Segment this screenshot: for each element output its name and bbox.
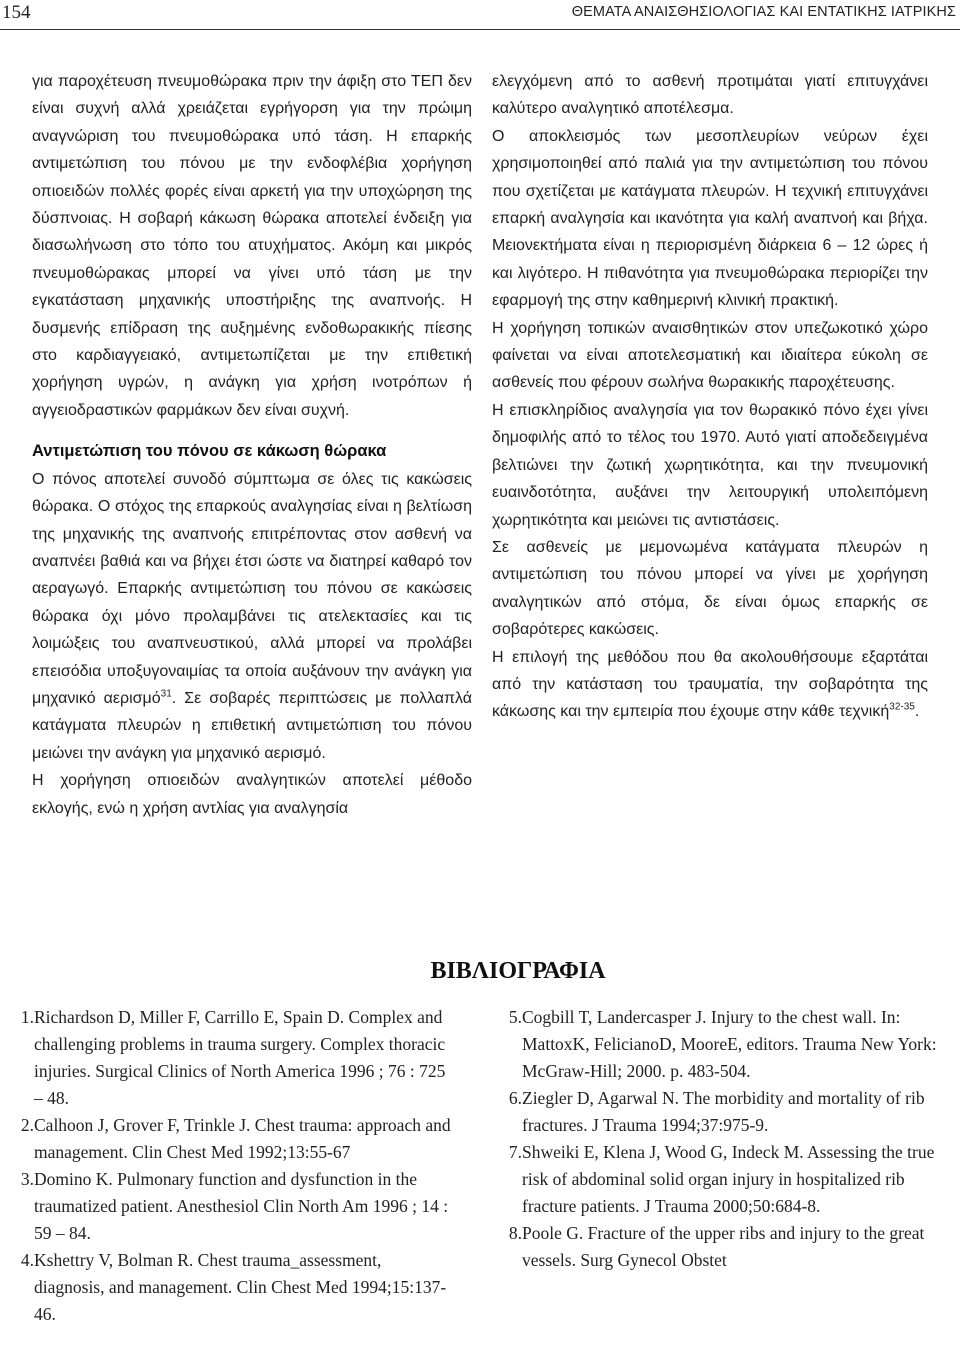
reference-item bbox=[10, 1004, 456, 1112]
body-paragraph: Σε ασθενείς με μεμονωμένα κατάγματα πλευρών η αντιμετώπιση του πόνου μπορεί να γίνει με χορήγηση αναλγητικών από στόμα, δε είναι όμως επαρκής σε σοβαρότερες κακώσεις. bbox=[492, 538, 928, 639]
paragraph-text: . bbox=[914, 703, 920, 721]
citation-superscript: 32-35 bbox=[889, 702, 915, 714]
page-number: 154 bbox=[2, 2, 31, 23]
paragraph-text: . Σε σοβαρές περιπτώσεις με πολλαπλά κατάγματα πλευρών η επιθετική αντιμετώπιση του πόνου μειώνει την ανάγκη για μηχανικό αερισμό. bbox=[32, 689, 472, 762]
header-rule bbox=[0, 29, 960, 30]
reference-text: Ziegler D, Agarwal N. The morbidity and mortality of rib fractures. J Trauma 1994;37:975-9. bbox=[522, 1088, 925, 1135]
left-column bbox=[32, 68, 472, 822]
bibliography-title: ΒΙΒΛΙΟΓΡΑΦΙΑ bbox=[430, 958, 606, 984]
reference-text: Domino K. Pulmonary function and dysfunction in the traumatized patient. Anesthesiol Clin North Am 1996 ; 14 : 59 – 84. bbox=[34, 1169, 449, 1243]
reference-item bbox=[498, 1139, 950, 1220]
right-column bbox=[492, 68, 928, 726]
reference-text: Richardson D, Miller F, Carrillo E, Spain D. Complex and challenging problems in trauma surgery. Complex thoracic injuries. Surgical Clinics of North America 1996 ; 76 : 725 – 48. bbox=[34, 1007, 446, 1108]
paragraph-text: Η επιλογή της μεθόδου που θα ακολουθήσουμε εξαρτάται από την κατάσταση του τραυματία, την σοβαρότητα της κάκωσης και την εμπειρία που έχουμε στην κάθε τεχνική bbox=[492, 648, 928, 721]
body-paragraph: Η χορήγηση τοπικών αναισθητικών στον υπεζωκοτικό χώρο φαίνεται να είναι αποτελεσματική και ιδιαίτερα εύκολη σε ασθενείς που φέρουν σωλήνα θωρακικής παροχέτευσης. bbox=[492, 319, 928, 392]
reference-number: 6. bbox=[508, 1088, 522, 1108]
reference-text: Cogbill T, Landercasper J. Injury to the chest wall. In: MattoxK, FelicianoD, MooreE, editors. Trauma New York: McGraw-Hill; 2000. p. 483-504. bbox=[522, 1007, 937, 1081]
references-right bbox=[498, 1004, 950, 1274]
body-paragraph bbox=[492, 644, 928, 726]
body-paragraph: Ο αποκλεισμός των μεσοπλευρίων νεύρων έχει χρησιμοποιηθεί από παλιά για την αντιμετώπιση του πόνου που σχετίζεται με κατάγματα πλευρών. Η τεχνική επιτυγχάνει επαρκή αναλγησία και ικανότητα για καλή αναπνοή και βήχα. Μειονεκτήματα είναι η περιορισμένη διάρκεια 6 – 12 ώρες ή και λιγότερο. Η πιθανότητα για πνευμοθώρακα περιορίζει την εφαρμογή της στην καθημερινή κλινική πρακτική. bbox=[492, 127, 928, 310]
reference-number: 8. bbox=[508, 1223, 522, 1243]
reference-number: 1. bbox=[20, 1007, 34, 1027]
reference-text: Kshettry V, Bolman R. Chest trauma_assessment, diagnosis, and management. Clin Chest Med 1994;15:137-46. bbox=[34, 1250, 447, 1324]
citation-superscript: 31 bbox=[160, 688, 172, 700]
reference-item bbox=[498, 1085, 950, 1139]
body-paragraph: για παροχέτευση πνευμοθώρακα πριν την άφιξη στο ΤΕΠ δεν είναι συχνή αλλά χρειάζεται εγρήγορση για την πρώιμη αναγνώριση του πνευμοθώρακα υπό τάση. Η επαρκής αντιμετώπιση του πόνου με την ενδοφλέβια χορήγηση οπιοειδών πολλές φορές είναι αρκετή για την υποχώρηση της δύσπνοιας. Η σοβαρή κάκωση θώρακα αποτελεί ένδειξη για διασωλήνωση στο τόπο του ατυχήματος. Ακόμη και μικρός πνευμοθώρακας μπορεί να γίνει υπό τάση με την εγκατάσταση μηχανικής υποστήριξης της αναπνοής. Η δυσμενής επίδραση της αυξημένης ενδοθωρακικής πίεσης στο καρδιαγγειακό, αντιμετωπίζεται με την επιθετική χορήγηση υγρών, η ανάγκη για χρήση ινοτρόπων ή αγγειοδραστικών φαρμάκων δεν είναι συχνή. bbox=[32, 73, 472, 419]
body-paragraph: Η επισκληρίδιος αναλγησία για τον θωρακικό πόνο έχει γίνει δημοφιλής από το τέλος του 1970. Αυτό γιατί αποδεδειγμένα βελτιώνει την ζωτική χωρητικότητα, και την πνευμονική ευαινδοτότητα, αυξάνει την λειτουργική υπολειπόμενη χωρητικότητα και μειώνει τις αντιστάσεις. bbox=[492, 401, 928, 529]
reference-number: 2. bbox=[20, 1115, 34, 1135]
reference-number: 3. bbox=[20, 1169, 34, 1189]
body-paragraph: Η χορήγηση οπιοειδών αναλγητικών αποτελεί μέθοδο εκλογής, ενώ η χρήση αντλίας για αναλγησία bbox=[32, 772, 472, 817]
reference-number: 5. bbox=[508, 1007, 522, 1027]
section-heading: Αντιμετώπιση του πόνου σε κάκωση θώρακα bbox=[32, 442, 387, 461]
reference-item bbox=[10, 1112, 456, 1166]
journal-title: ΘΕΜΑΤΑ ΑΝΑΙΣΘΗΣΙΟΛΟΓΙΑΣ ΚΑΙ ΕΝΤΑΤΙΚΗΣ ΙΑΤΡΙΚΗΣ bbox=[571, 4, 956, 20]
reference-number: 4. bbox=[20, 1250, 34, 1270]
paragraph-text: Ο πόνος αποτελεί συνοδό σύμπτωμα σε όλες τις κακώσεις θώρακα. Ο στόχος της επαρκούς αναλγησίας είναι η βελτίωση της μηχανικής της αναπνοής επιτρέποντας στον ασθενή να αναπνέει βαθιά και να βήχει έτσι ώστε να διατηρεί καθαρό τον αεραγωγό. Επαρκής αντιμετώπιση του πόνου σε κακώσεις θώρακα όχι μόνο προλαμβάνει τις ατελεκτασίες και τις λοιμώξεις του αναπνευστικού, αλλά μπορεί να προλάβει επεισόδια υποξυγοναιμίας τα οποία αυξάνουν την ανάγκη για μηχανικό αερισμό bbox=[32, 470, 472, 707]
reference-number: 7. bbox=[508, 1142, 522, 1162]
reference-item bbox=[10, 1166, 456, 1247]
reference-item bbox=[498, 1220, 950, 1274]
reference-text: Shweiki E, Klena J, Wood G, Indeck M. Assessing the true risk of abdominal solid organ injury in hospitalized rib fracture patients. J Trauma 2000;50:684-8. bbox=[522, 1142, 935, 1216]
references-left bbox=[10, 1004, 456, 1328]
page-header bbox=[0, 0, 960, 30]
body-paragraph bbox=[32, 466, 472, 767]
body-paragraph: ελεγχόμενη από το ασθενή προτιμάται γιατί επιτυγχάνει καλύτερο αναλγητικό αποτέλεσμα. bbox=[492, 73, 928, 118]
reference-item bbox=[498, 1004, 950, 1085]
reference-item bbox=[10, 1247, 456, 1328]
reference-text: Poole G. Fracture of the upper ribs and injury to the great vessels. Surg Gynecol Obstet bbox=[522, 1223, 925, 1270]
reference-text: Calhoon J, Grover F, Trinkle J. Chest trauma: approach and management. Clin Chest Med 1992;13:55-67 bbox=[34, 1115, 451, 1162]
